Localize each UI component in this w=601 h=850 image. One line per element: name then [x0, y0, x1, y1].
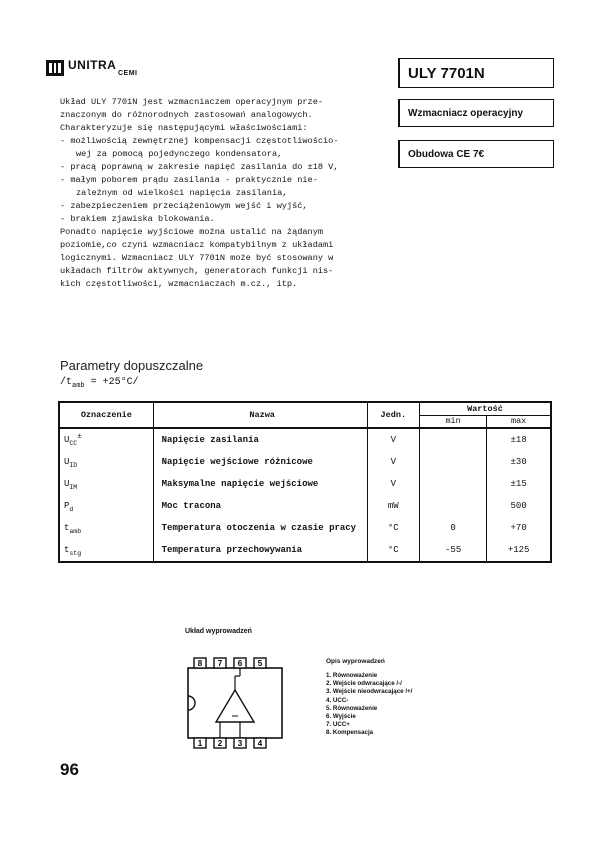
param-symbol-main: P — [64, 501, 70, 512]
pin-label: 8 — [197, 659, 203, 668]
pin-label: 2 — [217, 739, 223, 748]
desc-line: - brakiem zjawiska blokowania. — [60, 214, 215, 224]
pin-description-item: 3. Wejście nieodwracające /+/ — [326, 688, 413, 696]
param-unit: V — [367, 473, 419, 495]
param-unit: V — [367, 428, 419, 451]
part-number-box: ULY 7701N — [398, 58, 554, 88]
unitra-logo — [46, 60, 166, 80]
desc-line: Charakteryzuje się następującymi właściwościami: — [60, 123, 308, 133]
pin-description-list — [326, 672, 412, 738]
case-box: Obudowa CE 7€ — [398, 140, 554, 168]
condition-suffix: = +25°C/ — [84, 377, 139, 388]
param-symbol — [59, 451, 153, 473]
param-symbol-sub: stg — [69, 549, 82, 557]
param-symbol-sup: ± — [77, 433, 82, 442]
unitra-mark-icon — [46, 60, 64, 76]
param-symbol-sub: amb — [69, 527, 82, 535]
param-symbol — [59, 495, 153, 517]
header-value: Wartość — [419, 402, 551, 415]
param-max: ±18 — [487, 428, 551, 451]
param-symbol — [59, 473, 153, 495]
desc-line: - pracą poprawną w zakresie napięć zasilania do ±18 V, — [60, 162, 339, 172]
param-max: +125 — [487, 539, 551, 562]
param-unit: °C — [367, 517, 419, 539]
param-name: Temperatura otoczenia w czasie pracy — [153, 517, 367, 539]
parameter-row — [59, 495, 551, 517]
desc-line: wej za pomocą pojedynczego kondensatora, — [76, 149, 283, 159]
param-symbol — [59, 517, 153, 539]
parameters-table — [58, 401, 552, 563]
parameter-row — [59, 517, 551, 539]
pin-label: 4 — [257, 739, 263, 748]
desc-line: Ponadto napięcie wyjściowe można ustalić na żądanym — [60, 227, 324, 237]
param-name: Napięcie zasilania — [153, 428, 367, 451]
header-symbol: Oznaczenie — [59, 402, 153, 428]
param-symbol-sub: d — [69, 505, 74, 513]
param-symbol-main: t — [64, 545, 70, 556]
condition-prefix: /t — [60, 377, 73, 388]
param-symbol — [59, 428, 153, 451]
param-symbol-sub: CC — [69, 439, 78, 447]
pin-label: 3 — [237, 739, 243, 748]
desc-line: kich częstotliwości, wzmacniaczach m.cz., itp. — [60, 279, 298, 289]
desc-line: - małym poborem prądu zasilania - praktycznie nie- — [60, 175, 318, 185]
param-symbol-sub: IM — [69, 483, 78, 491]
param-name: Maksymalne napięcie wejściowe — [153, 473, 367, 495]
pin-description-item: 2. Wejście odwracające /-/ — [326, 680, 402, 688]
condition-sub: amb — [72, 382, 85, 390]
desc-line: - zabezpieczeniem przeciążeniowym wejść i wyjść, — [60, 201, 308, 211]
pin-description-item: 1. Równoważenie — [326, 672, 378, 679]
param-name: Temperatura przechowywania — [153, 539, 367, 562]
param-name: Moc tracona — [153, 495, 367, 517]
parameter-row — [59, 428, 551, 451]
desc-line: logicznymi. Wzmacniacz ULY 7701N może być stosowany w — [60, 253, 334, 263]
pin-description-item: 6. Wyjście — [326, 713, 356, 721]
param-min: -55 — [419, 539, 486, 562]
pin-label: 6 — [237, 659, 243, 668]
pin-label: 5 — [257, 659, 263, 668]
param-symbol-main: U — [64, 457, 70, 468]
desc-line: Układ ULY 7701N jest wzmacniaczem operacyjnym prze- — [60, 97, 324, 107]
param-max: ±15 — [487, 473, 551, 495]
param-min — [419, 473, 486, 495]
param-symbol-main: U — [64, 435, 70, 446]
param-unit: V — [367, 451, 419, 473]
page-number: 96 — [60, 760, 79, 779]
pin-label: 7 — [217, 659, 223, 668]
param-unit: mW — [367, 495, 419, 517]
param-min: 0 — [419, 517, 486, 539]
param-symbol — [59, 539, 153, 562]
param-symbol-main: t — [64, 523, 70, 534]
parameter-row — [59, 539, 551, 562]
pin-description-item: 8. Kompensacja — [326, 729, 374, 737]
param-min — [419, 495, 486, 517]
desc-line: - możliwością zewnętrznej kompensacji częstotliwościo- — [60, 136, 339, 146]
pin-description-item: 4. UCC- — [326, 696, 349, 704]
description — [60, 96, 380, 291]
param-min — [419, 451, 486, 473]
param-unit: °C — [367, 539, 419, 562]
pin-description-item: 5. Równoważenie — [326, 704, 378, 712]
desc-line: układach filtrów aktywnych, generatorach funkcji nis- — [60, 266, 334, 276]
desc-line: zależnym od wielkości napięcia zasilania, — [76, 188, 288, 198]
parameter-row — [59, 473, 551, 495]
param-name: Napięcie wejściowe różnicowe — [153, 451, 367, 473]
package-notch — [188, 696, 195, 710]
pin-label: 1 — [197, 739, 203, 748]
param-max: 500 — [487, 495, 551, 517]
pin-description-item: 7. UCC+ — [326, 721, 350, 729]
opamp-triangle-icon — [216, 690, 254, 722]
desc-line: znaczonym do różnorodnych zastosowań analogowych. — [60, 110, 313, 120]
header-unit: Jedn. — [367, 402, 419, 428]
pinout-title: Układ wyprowadzeń — [185, 628, 252, 635]
header-name: Nazwa — [153, 402, 367, 428]
param-max: +70 — [487, 517, 551, 539]
pinout-diagram — [180, 650, 290, 750]
brand-name: UNITRA — [68, 58, 117, 72]
desc-line: poziomie,co czyni wzmacniacz kompatybilnym z układami — [60, 240, 334, 250]
brand-sub: CEMI — [118, 70, 138, 77]
category-box: Wzmacniacz operacyjny — [398, 99, 554, 127]
ambient-condition — [60, 377, 139, 390]
header-max: max — [487, 415, 551, 428]
pin-description-title: Opis wyprowadzeń — [326, 658, 385, 665]
param-max: ±30 — [487, 451, 551, 473]
parameters-title: Parametry dopuszczalne — [60, 358, 204, 373]
param-symbol-sub: ID — [69, 461, 78, 469]
parameter-row — [59, 451, 551, 473]
param-symbol-main: U — [64, 479, 70, 490]
param-min — [419, 428, 486, 451]
header-min: min — [419, 415, 486, 428]
